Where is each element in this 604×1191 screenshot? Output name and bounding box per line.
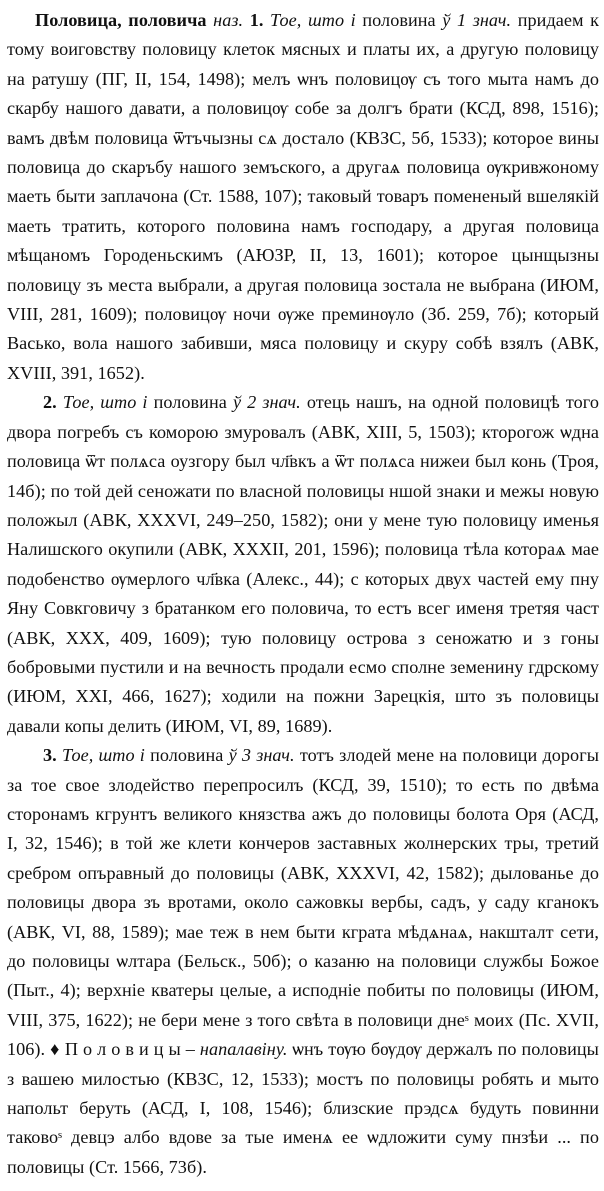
part-of-speech: наз. [213, 10, 244, 30]
phrase-marker-icon: ♦ [50, 1039, 60, 1060]
sense-3-definition: Тое, што і [61, 745, 145, 766]
sense-2-definition: Тое, што і [62, 392, 148, 413]
sense-1-citations: придаем к тому воиговству половицу клеток мясных и платы их, а другую половицу на ратушу (ПГ, II, 154, 1498); мелъ ѡнъ половицѹ съ того мыта намъ до скарбу нашого давати, а половицѹ собе за долгъ брати (КСД, 898, 1516); вамъ двѣм половица ѿтъчызны сѧ достало (КВЗС, 5б, 1533); которое вины половица до скаръбу нашого земъского, а другаѧ половица ѹкривжоному маеть быти заплачона (Ст. 1588, 107); таковый товаръ помененый вшелякій маеть тратить, которого половина намъ господару, а другая половица мѣщаномъ Городеньскимъ (АЮЗР, II, 13, 1601); которое цынщызны половицу зъ места выбрали, а другая половица зостала не выбрана (ИЮМ, VIII, 281, 1609); половицѹ ночи ѹже преминѹло (Зб. 259, 7б); который Васько, вола нашого забивши, мяса половицу и скуру собѣ взялъ (АВК, XVIII, 391, 1652). [7, 10, 600, 383]
sense-3-reference: ў 3 знач. [228, 745, 295, 766]
phrase-gloss: напалавіну. [199, 1039, 288, 1060]
sense-1-reference: ў 1 знач. [442, 10, 512, 30]
sense-2-reference: ў 2 знач. [232, 392, 301, 413]
phrase-headword: П о л о в и ц ы – [64, 1039, 195, 1060]
sense-2-definition-word: половина [153, 392, 227, 413]
sense-1-paragraph [7, 6, 599, 388]
phrase-citations: ѡнъ тѹю бѹдѹ держалъ по половицы з вашею милостью (КВЗС, 12, 1533); мостъ по половицы робять и мыто напольт беруть (АСД, I, 108, 1546); близские прэдсѧ будуть повинни таковоˢ девцэ албо вдове за тые именѧ ее ѡдложити суму пнзѣи ... по половицы (Ст. 1566, 73б). [7, 1039, 599, 1177]
sense-3-number: 3. [43, 745, 57, 766]
sense-1-definition: Тое, што і [270, 10, 356, 30]
sense-3-definition-word: половина [150, 745, 224, 766]
headword: Половица, половича [35, 10, 207, 30]
sense-3-citations: тотъ злодей мене на половици дорогы за тое свое злодейство перепросилъ (КСД, 39, 1510); то есть по двѣма сторонамъ кгрунтъ великого князства ажъ до половицы болота Оря (АСД, I, 32, 1546); в той же клети кончеров заставных жолнерских тры, третий сребром опъравный до половицы (АВК, XXXVI, 42, 1582); дылованье до половицы двора зъ вротами, около сажовкы вербы, садъ, у саду кганокъ (АВК, VI, 88, 1589); мае теж в нем быти кграта мѣдѧнаѧ, накшталт сети, до половицы ѡлтара (Бельск., 50б); о казаню на половици службы Божое (Пыт., 4); верхніе кватеры целые, а исподніе побиты по половицы (ИЮМ, VIII, 375, 1622); не бери мене з того свѣта в половици днеˢ моих (Пс. XVII, 106). [7, 745, 599, 1060]
sense-2-citations: отець нашъ, на одной половицѣ того двора погребъ съ коморою змуровалъ (АВК, XIII, 5, 1503); кторогож ѡдна половица ѿт полѧса оузгору был чл҃вкъ а ѿт полѧса нижеи был конь (Троя, 14б); по той дей сеножати по власной половицы ншой знаки и межы новую положыл (АВК, XXXVI, 249–250, 1582); они у мене тую половицу именья Налишского окупили (АВК, XXXII, 201, 1596); половица тѣла котораѧ мае подобенство ѹмерлого чл҃вка (Алекс., 44); с которых двух частей ему пну Яну Совкговичу з братанком его половича, то естъ всег именя третяя част (АВК, XXX, 409, 1609); тую половицу острова з сеножатю и з гоны бобровыми пустили и на вечность продали есмо сполне земенину гдрскому (ИЮМ, XXI, 466, 1627); ходили на пожни Зарецкія, што зъ половицы давали копы делить (ИЮМ, VI, 89, 1689). [7, 392, 599, 736]
sense-3-paragraph [7, 741, 599, 1182]
sense-2-paragraph [7, 388, 599, 741]
sense-1-number: 1. [249, 10, 264, 30]
sense-1-definition-word: половина [362, 10, 436, 30]
sense-2-number: 2. [43, 392, 57, 413]
